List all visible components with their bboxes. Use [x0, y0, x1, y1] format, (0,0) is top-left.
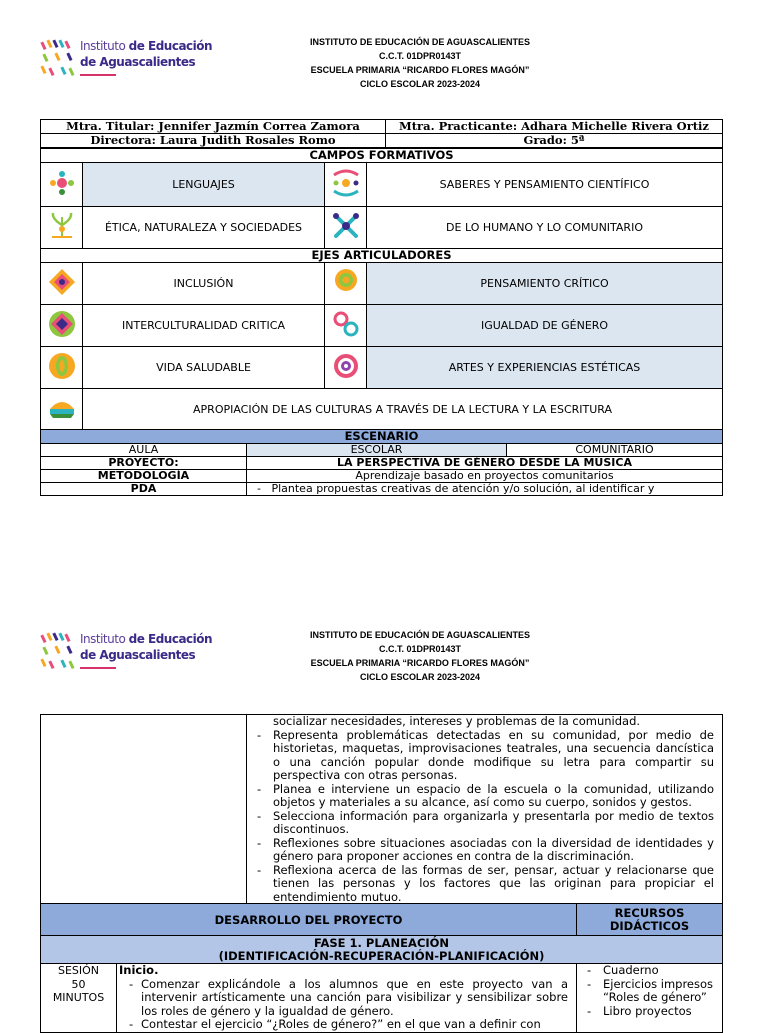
sesion-cell [41, 964, 117, 1033]
recursos-list [577, 964, 718, 1018]
recursos-cell [577, 964, 723, 1033]
eje-igualdad-genero: IGUALDAD DE GÉNERO [367, 305, 723, 347]
metodologia-label: METODOLOGÍA [41, 470, 247, 483]
logo-underline [80, 667, 116, 669]
escenario-comunitario: COMUNITARIO [507, 444, 723, 457]
inicio-title: Inicio. [119, 963, 159, 977]
header-line3: ESCUELA PRIMARIA “RICARDO FLORES MAGÓN” [310, 65, 530, 75]
proyecto-label: PROYECTO: [41, 457, 247, 470]
recurso-item: - Libro proyectos [577, 1005, 718, 1019]
campo-etica: ÉTICA, NATURALEZA Y SOCIEDADES [83, 207, 325, 249]
eje-inclusion: INCLUSIÓN [83, 263, 325, 305]
inicio-list [119, 978, 568, 1032]
saberes-icon [325, 163, 367, 207]
desarrollo-table [40, 903, 723, 1033]
pda-item: - Representa problemáticas detectadas en su comunidad, por medio de historietas, maquetas, improvisaciones teatrales, una secuencia dancística o una canción popular donde modifique su letra para compartir su perspectiva con otras personas. [247, 729, 714, 783]
eje-vida-saludable: VIDA SALUDABLE [83, 347, 325, 389]
interculturalidad-icon [41, 305, 83, 347]
inclusion-icon [41, 263, 83, 305]
eje-pensamiento-critico: PENSAMIENTO CRÍTICO [367, 263, 723, 305]
recurso-item: - Cuaderno [577, 964, 718, 978]
recursos-title: RECURSOS DIDÁCTICOS [577, 904, 723, 936]
escenario-aula: AULA [41, 444, 247, 457]
campos-ejes-table [40, 148, 723, 431]
page-2 [0, 598, 768, 1031]
escenario-escolar: ESCOLAR [247, 444, 507, 457]
pda-items [247, 715, 723, 906]
header-line2: C.C.T. 01DPR0143T [378, 51, 462, 61]
fase-line1: FASE 1. PLANEACIÓN [313, 935, 450, 950]
desarrollo-title: DESARROLLO DEL PROYECTO [41, 904, 577, 936]
humano-icon [325, 207, 367, 249]
document-header [260, 35, 580, 91]
pda-list [247, 729, 714, 905]
header-line3: ESCUELA PRIMARIA “RICARDO FLORES MAGÓN” [310, 658, 530, 668]
etica-icon [41, 207, 83, 249]
pda-label-empty [41, 715, 247, 906]
pda-item: - Planea e interviene un espacio de la escuela o la comunidad, utilizando objetos y materiales a su alcance, así como su cuerpo, sonidos y gestos. [247, 783, 714, 810]
inicio-item: - Comenzar explicándole a los alumnos que en este proyecto van a intervenir artísticamente una canción para visibilizar y sensibilizar sobre los roles de género y la igualdad de género. [119, 978, 568, 1019]
institute-logo-page2 [40, 631, 213, 679]
header-line2: C.C.T. 01DPR0143T [378, 644, 462, 654]
campo-saberes: SABERES Y PENSAMIENTO CIENTÍFICO [367, 163, 723, 207]
logo-mark-icon [40, 38, 78, 80]
info-table [40, 119, 723, 148]
institute-logo [40, 38, 213, 86]
eje-interculturalidad: INTERCULTURALIDAD CRITICA [83, 305, 325, 347]
eje-apropiacion: APROPIACIÓN DE LAS CULTURAS A TRAVÉS DE LA LECTURA Y LA ESCRITURA [83, 389, 723, 431]
pda-item: - Reflexiona acerca de las formas de ser, pensar, actuar y relacionarse que tienen las personas y los factores que las originan para propiciar el entendimiento mutuo. [247, 864, 714, 905]
document-header-page2 [260, 628, 580, 684]
fase-title [41, 936, 723, 964]
pda-label: PDA [41, 483, 247, 496]
lenguajes-icon [41, 163, 83, 207]
logo-text-line2: de Aguascalientes [80, 55, 196, 69]
igualdad-genero-icon [325, 305, 367, 347]
proyecto-value: LA PERSPECTIVA DE GÉNERO DESDE LA MÚSICA [247, 457, 723, 470]
metodologia-value: Aprendizaje basado en proyectos comunitarios [247, 470, 723, 483]
pda-continued-line: socializar necesidades, intereses y problemas de la comunidad. [273, 714, 641, 728]
pensamiento-critico-icon [325, 263, 367, 305]
logo-mark-icon [40, 631, 78, 673]
inicio-item: - Contestar el ejercicio “¿Roles de género?” en el que van a definir con [119, 1018, 568, 1032]
sesion-label: SESIÓN [57, 964, 100, 977]
escenario-title: ESCENARIO [41, 430, 723, 444]
artes-icon [325, 347, 367, 389]
logo-underline [80, 74, 116, 76]
pda-item: - Reflexiones sobre situaciones asociadas con la diversidad de identidades y género para proponer acciones en contra de la discriminación. [247, 837, 714, 864]
header-line1: INSTITUTO DE EDUCACIÓN DE AGUASCALIENTES [309, 37, 530, 47]
campo-lenguajes: LENGUAJES [83, 163, 325, 207]
recurso-item: - Ejercicios impresos “Roles de género” [577, 978, 718, 1005]
apropiacion-icon [41, 389, 83, 431]
logo-text-line1: Instituto de Educación [80, 632, 213, 646]
logo-text-line1: Instituto de Educación [80, 39, 213, 53]
fase-line2: (IDENTIFICACIÓN-RECUPERACIÓN-PLANIFICACIÓN) [218, 948, 545, 963]
header-line4: CICLO ESCOLAR 2023-2024 [359, 79, 481, 89]
header-line4: CICLO ESCOLAR 2023-2024 [359, 672, 481, 682]
pda-continuation-table [40, 714, 723, 906]
practicante-cell: Mtra. Practicante: Adhara Michelle Rivera Ortiz [386, 120, 723, 134]
ejes-title: EJES ARTICULADORES [41, 249, 723, 263]
vida-saludable-icon [41, 347, 83, 389]
sesion-minutes: 50 [71, 977, 86, 991]
pda-first-item: - Plantea propuestas creativas de atención y/o solución, al identificar y [247, 483, 723, 496]
escenario-table [40, 429, 723, 496]
pda-item: - Selecciona información para organizarla y presentarla por medio de textos discontinuos. [247, 810, 714, 837]
header-line1: INSTITUTO DE EDUCACIÓN DE AGUASCALIENTES [309, 630, 530, 640]
eje-artes: ARTES Y EXPERIENCIAS ESTÉTICAS [367, 347, 723, 389]
sesion-unit: MINUTOS [52, 991, 105, 1004]
inicio-cell [117, 964, 577, 1033]
campo-humano: DE LO HUMANO Y LO COMUNITARIO [367, 207, 723, 249]
logo-text-line2: de Aguascalientes [80, 648, 196, 662]
grado-cell: Grado: 5ª [386, 134, 723, 148]
campos-title: CAMPOS FORMATIVOS [41, 149, 723, 163]
directora-cell: Directora: Laura Judith Rosales Romo [41, 134, 386, 148]
titular-cell: Mtra. Titular: Jennifer Jazmín Correa Zamora [41, 120, 386, 134]
